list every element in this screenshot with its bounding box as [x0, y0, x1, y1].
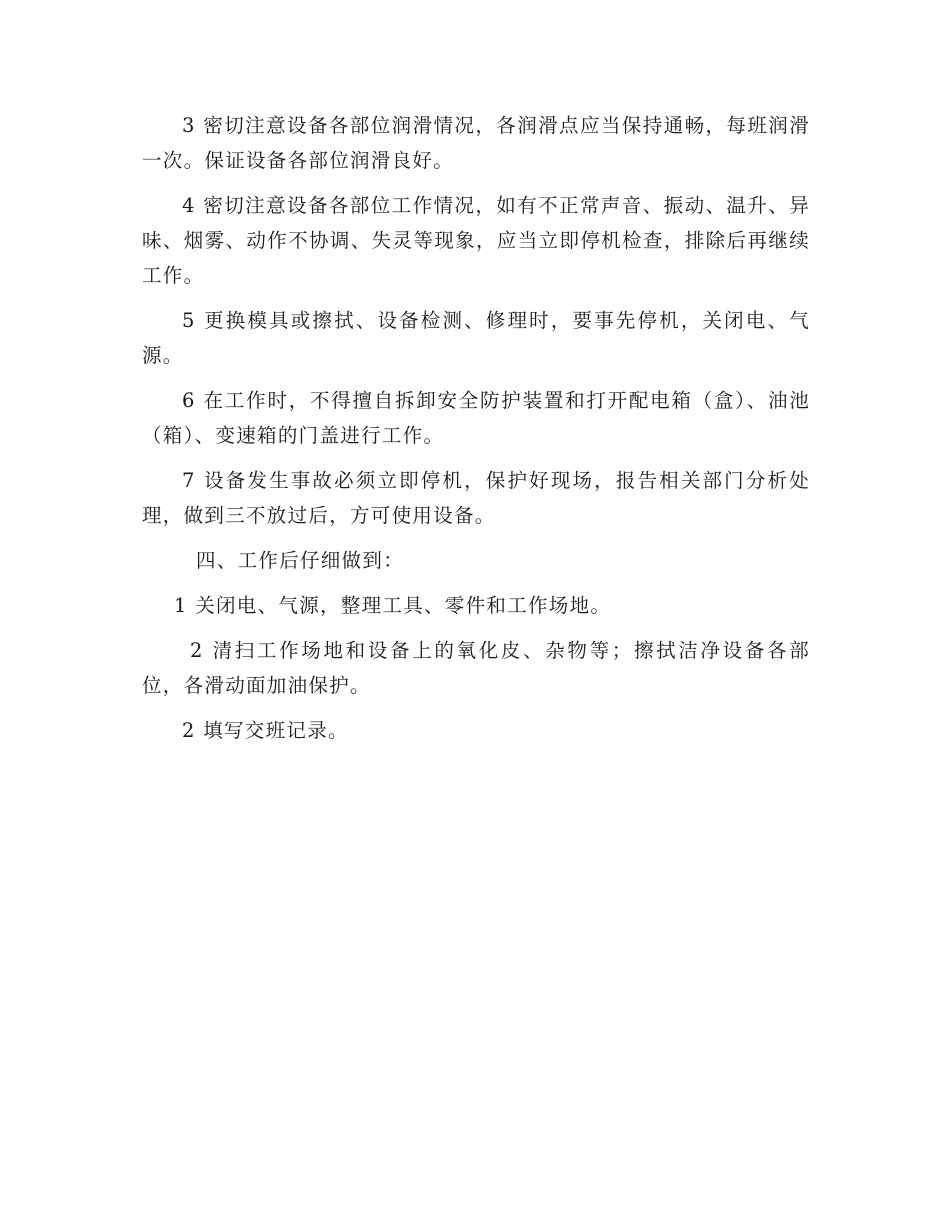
section-heading-after-work: 四、工作后仔细做到：	[196, 549, 405, 572]
document-body	[142, 108, 810, 758]
paragraph-mold-change: 5 更换模具或擦拭、设备检测、修理时，要事先停机，关闭电、气源。	[142, 309, 810, 367]
paragraph-cleaning: 2 清扫工作场地和设备上的氧化皮、杂物等；擦拭洁净设备各部位，各滑动面加油保护。	[142, 639, 810, 697]
paragraph-lubrication: 3 密切注意设备各部位润滑情况，各润滑点应当保持通畅，每班润滑一次。保证设备各部位润滑良好。	[142, 114, 810, 172]
paragraph-accident: 7 设备发生事故必须立即停机，保护好现场，报告相关部门分析处理，做到三不放过后，方可使用设备。	[142, 469, 810, 527]
paragraph-working-condition: 4 密切注意设备各部位工作情况，如有不正常声音、振动、温升、异味、烟雾、动作不协调、失灵等现象，应当立即停机检查，排除后再继续工作。	[142, 194, 810, 287]
paragraph-handover-record: 2 填写交班记录。	[182, 719, 349, 742]
paragraph-shutdown: 1 关闭电、气源，整理工具、零件和工作场地。	[174, 594, 612, 617]
paragraph-safety-guard: 6 在工作时，不得擅自拆卸安全防护装置和打开配电箱（盒）、油池（箱）、变速箱的门盖进行工作。	[142, 389, 810, 447]
